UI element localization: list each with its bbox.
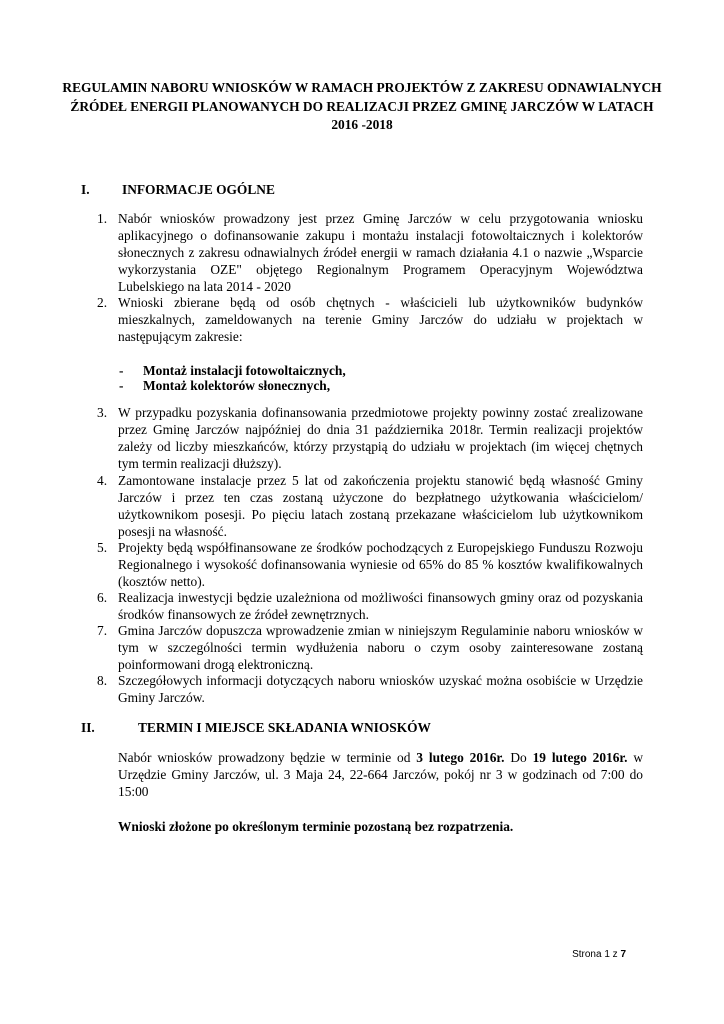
list-item-number: 6. xyxy=(97,590,108,605)
deadline-notice: Wnioski złożone po określonym terminie pozostaną bez rozpatrzenia. xyxy=(118,819,514,834)
bullet-text: Montaż instalacji fotowoltaicznych, xyxy=(143,363,346,378)
list-item-text: Nabór wniosków prowadzony jest przez Gminę Jarczów w celu przygotowania wniosku aplikacyjnego o dofinansowanie zakupu i montażu instalacji fotowoltaicznych i kolektorów słonecznych z zakresu odnawialnych źródeł energii w ramach działania 4.1 o nazwie „Wsparcie wykorzystania OZE" objętego Regionalnym Programem Operacyjnym Województwa Lubelskiego na lata 2014 - 2020 xyxy=(118,211,643,294)
list-item-text: Zamontowane instalacje przez 5 lat od zakończenia projektu stanowić będą własność Gminy Jarczów i przez ten czas zostaną użyczone do bezpłatnego użytkowania właścicielom/ użytkownikom posesji. Po pięciu latach zostaną przekazane właścicielom lub użytkownikom posesji na własność. xyxy=(118,473,643,539)
document-title: REGULAMIN NABORU WNIOSKÓW W RAMACH PROJEKTÓW Z ZAKRESU ODNAWIALNYCH ŹRÓDEŁ ENERGII PLANOWANYCH DO REALIZACJI PRZEZ GMINĘ JARCZÓW W LATACH 2016 -2018 xyxy=(62,80,662,132)
bullet-item-2 xyxy=(119,378,330,394)
paragraph-text: w Urzędzie Gminy Jarczów, ul. 3 Maja 24, 22-664 Jarczów, pokój nr 3 w godzinach od 7:00 do 15:00 xyxy=(118,750,644,799)
list-item-8 xyxy=(97,673,643,707)
list-item-number: 7. xyxy=(97,623,108,638)
footer-separator: z xyxy=(612,949,618,960)
footer-label: Strona xyxy=(572,949,602,960)
bullet-item-1 xyxy=(119,363,346,379)
list-item-4 xyxy=(97,473,643,541)
list-item-7 xyxy=(97,623,643,674)
list-item-number: 3. xyxy=(97,405,108,420)
list-item-3 xyxy=(97,405,643,473)
list-item-text: Wnioski zbierane będą od osób chętnych - właścicieli lub użytkowników budynków mieszkalnych, zameldowanych na terenie Gminy Jarczów do udziału w projektach w następującym zakresie: xyxy=(118,295,643,344)
footer-total-pages: 7 xyxy=(620,949,626,960)
list-item-2 xyxy=(97,295,643,346)
list-item-1 xyxy=(97,211,643,296)
section-2-title: TERMIN I MIEJSCE SKŁADANIA WNIOSKÓW xyxy=(138,720,431,735)
paragraph-text: Nabór wniosków prowadzony będzie w terminie od xyxy=(118,750,417,765)
list-item-number: 4. xyxy=(97,473,108,488)
footer-page-number: 1 xyxy=(604,949,610,960)
start-date: 3 lutego 2016r. xyxy=(416,750,505,765)
list-item-text: Szczegółowych informacji dotyczących naboru wniosków uzyskać można osobiście w Urzędzie Gminy Jarczów. xyxy=(118,673,643,705)
list-item-number: 1. xyxy=(97,211,108,226)
bullet-text: Montaż kolektorów słonecznych, xyxy=(143,378,331,393)
section-2-paragraph xyxy=(118,750,643,801)
list-item-text: Projekty będą współfinansowane ze środków pochodzących z Europejskiego Funduszu Rozwoju Regionalnego i wysokość dofinansowania wyniesie od 65% do 85 % kosztów kwalifikowalnych (kosztów netto). xyxy=(118,540,643,589)
list-item-number: 8. xyxy=(97,673,108,688)
list-item-text: Gmina Jarczów dopuszcza wprowadzenie zmian w niniejszym Regulaminie naboru wniosków w tym w szczególności termin wydłużenia naboru o czym osoby zainteresowane zostaną poinformowani drogą elektroniczną. xyxy=(118,623,643,672)
section-1-number: I. xyxy=(81,182,90,197)
list-item-number: 5. xyxy=(97,540,108,555)
section-1-title: INFORMACJE OGÓLNE xyxy=(122,182,275,197)
section-2-number: II. xyxy=(81,720,95,735)
paragraph-text: Do xyxy=(504,750,533,765)
list-item-6 xyxy=(97,590,643,624)
end-date: 19 lutego 2016r. xyxy=(532,750,628,765)
list-item-5 xyxy=(97,540,643,591)
bullet-dash: - xyxy=(119,378,124,393)
list-item-text: W przypadku pozyskania dofinansowania przedmiotowe projekty powinny zostać zrealizowane przez Gminę Jarczów najpóźniej do dnia 31 października 2018r. Termin realizacji projektów zależy od liczby mieszkańców, którzy przystąpią do udziału w projektach (im więcej chętnych tym termin realizacji dłuższy). xyxy=(118,405,643,471)
page-footer xyxy=(572,949,626,960)
list-item-text: Realizacja inwestycji będzie uzależniona od możliwości finansowych gminy oraz od pozyskania środków finansowych ze źródeł zewnętrznych. xyxy=(118,590,643,622)
list-item-number: 2. xyxy=(97,295,108,310)
bullet-dash: - xyxy=(119,363,124,378)
